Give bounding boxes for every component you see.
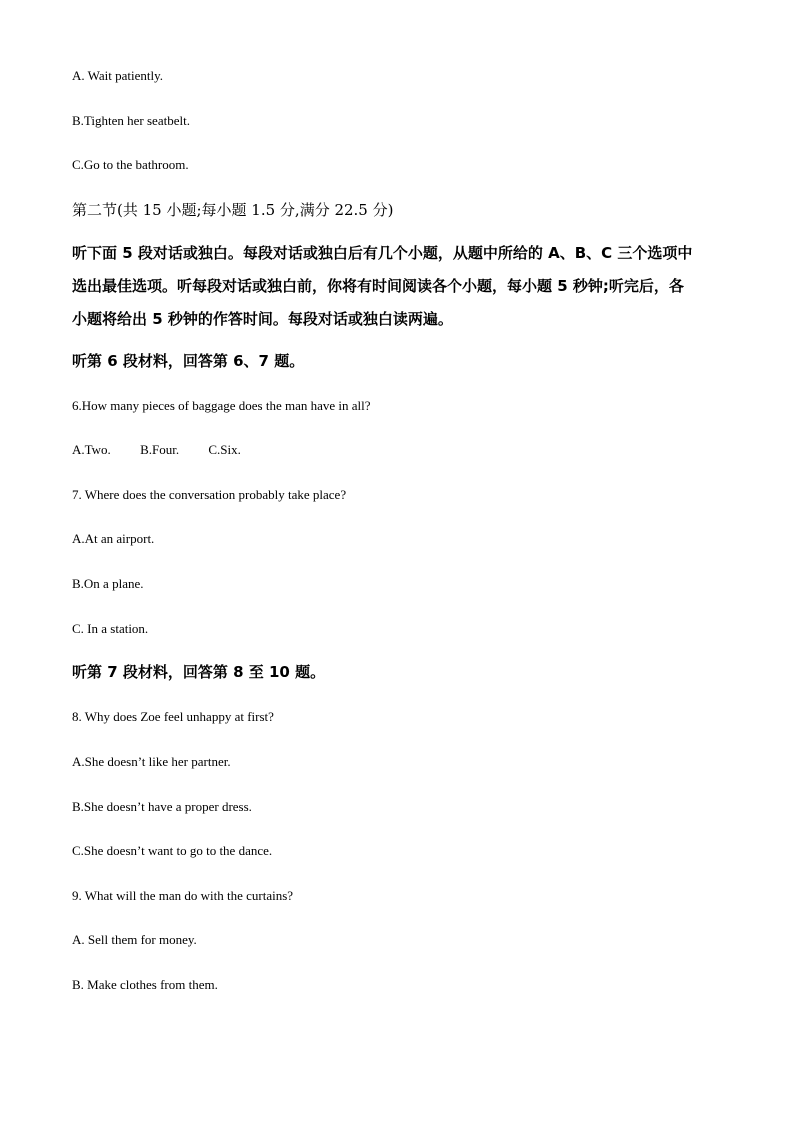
q7-option-a: A.At an airport. xyxy=(72,531,155,546)
prev-option-a: A. Wait patiently. xyxy=(72,68,164,83)
q8-option-a: A.She doesn’t like her partner. xyxy=(72,754,231,769)
instruction-line-3: 小题将给出 5 秒钟的作答时间。每段对话或独白读两遍。 xyxy=(72,310,453,328)
q6-option-b: B.Four. xyxy=(140,442,180,457)
material-7-heading: 听第 7 段材料，回答第 8 至 10 题。 xyxy=(72,663,326,681)
q8-option-c: C.She doesn’t want to go to the dance. xyxy=(72,843,273,858)
prev-option-b: B.Tighten her seatbelt. xyxy=(72,113,190,128)
question-7: 7. Where does the conversation probably take place? xyxy=(72,487,347,502)
question-6: 6.How many pieces of baggage does the man have in all? xyxy=(72,398,371,413)
q6-option-c: C.Six. xyxy=(208,442,241,457)
instruction-line-2: 选出最佳选项。听每段对话或独白前，你将有时间阅读各个小题，每小题 5 秒钟;听完后，各 xyxy=(72,277,684,295)
q8-option-b: B.She doesn’t have a proper dress. xyxy=(72,799,252,814)
question-8: 8. Why does Zoe feel unhappy at first? xyxy=(72,709,274,724)
question-6-options xyxy=(72,441,267,459)
q6-option-a: A.Two. xyxy=(72,442,111,457)
q9-option-a: A. Sell them for money. xyxy=(72,932,197,947)
instruction-line-1: 听下面 5 段对话或独白。每段对话或独白后有几个小题，从题中所给的 A、B、C 三个选项中 xyxy=(72,244,693,262)
section-instructions xyxy=(72,237,722,336)
q9-option-b: B. Make clothes from them. xyxy=(72,977,218,992)
q7-option-b: B.On a plane. xyxy=(72,576,144,591)
question-9: 9. What will the man do with the curtains? xyxy=(72,888,294,903)
prev-option-c: C.Go to the bathroom. xyxy=(72,157,189,172)
material-6-heading: 听第 6 段材料，回答第 6、7 题。 xyxy=(72,352,305,370)
section-title: 第二节(共 15 小题;每小题 1.5 分,满分 22.5 分) xyxy=(72,201,394,219)
q7-option-c: C. In a station. xyxy=(72,621,149,636)
